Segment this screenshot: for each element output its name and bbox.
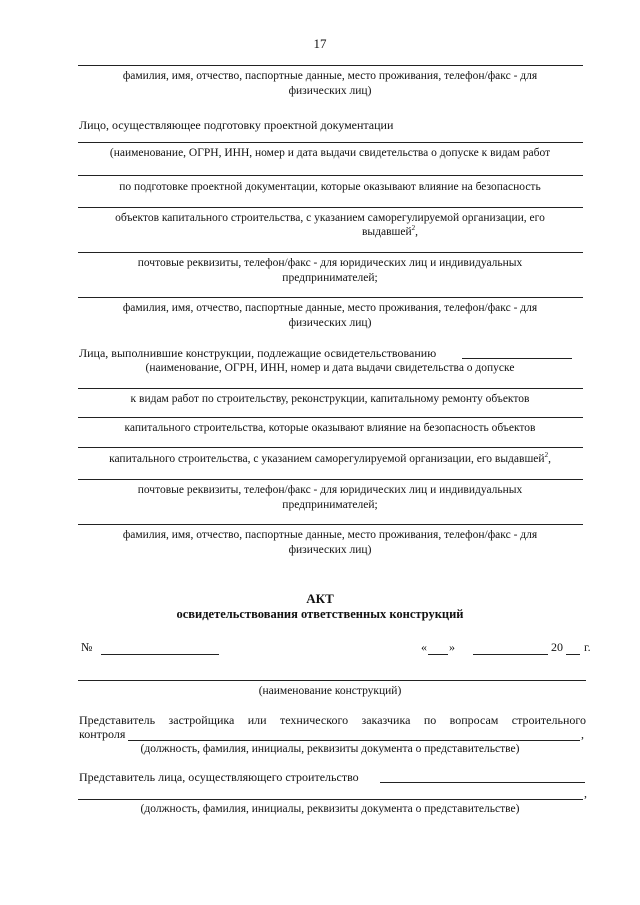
punctuation: , xyxy=(584,786,587,800)
caption-text: капитального строительства, с указанием саморегулируемой организации, его выдавшей xyxy=(109,453,545,465)
caption-line: по подготовке проектной документации, которые оказывают влияние на безопасность xyxy=(119,181,541,193)
builder-rep-field-2[interactable] xyxy=(78,799,583,800)
fill-line xyxy=(78,252,583,253)
caption-line xyxy=(70,452,590,466)
caption-line: к видам работ по строительству, реконструкции, капитальному ремонту объектов xyxy=(130,393,530,405)
performers-label: Лица, выполнившие конструкции, подлежащие освидетельствованию xyxy=(79,346,437,360)
date-year-field[interactable] xyxy=(566,654,580,655)
developer-rep-label-2: контроля xyxy=(79,727,126,741)
fill-line xyxy=(78,447,583,448)
structures-name-field[interactable] xyxy=(78,680,586,681)
fill-line xyxy=(78,65,583,66)
fill-line xyxy=(462,358,572,359)
caption-line: почтовые реквизиты, телефон/факс - для юридических лиц и индивидуальных xyxy=(137,484,523,496)
caption-text: , xyxy=(548,453,551,465)
caption-line: объектов капитального строительства, с указанием саморегулируемой организации, его xyxy=(115,212,545,224)
act-subtitle: освидетельствования ответственных конструкций xyxy=(176,607,464,621)
builder-rep-field[interactable] xyxy=(380,782,585,783)
caption-line: почтовые реквизиты, телефон/факс - для юридических лиц и индивидуальных xyxy=(137,257,523,269)
date-quote-open: « xyxy=(421,640,427,654)
footnote-mark: 2 xyxy=(411,224,416,233)
caption-line: физических лиц) xyxy=(288,85,372,97)
fill-line xyxy=(78,388,583,389)
act-title: АКТ xyxy=(306,591,334,606)
caption-text: , xyxy=(415,226,419,238)
fill-line xyxy=(78,207,583,208)
punctuation: , xyxy=(581,727,584,741)
fill-line xyxy=(78,175,583,176)
date-year-suffix: г. xyxy=(584,640,591,654)
caption-line: (наименование, ОГРН, ИНН, номер и дата выдачи свидетельства о допуске xyxy=(145,362,515,374)
caption-line: (наименование, ОГРН, ИНН, номер и дата выдачи свидетельства о допуске к видам работ xyxy=(109,147,551,159)
caption-line: капитального строительства, которые оказывают влияние на безопасность объектов xyxy=(124,422,536,434)
date-quote-close: » xyxy=(449,640,455,654)
developer-rep-field[interactable] xyxy=(128,740,580,741)
caption-line: физических лиц) xyxy=(288,317,372,329)
caption-line: предпринимателей; xyxy=(282,272,378,284)
date-day-field[interactable] xyxy=(428,654,448,655)
caption-line: физических лиц) xyxy=(288,544,372,556)
act-number-field[interactable] xyxy=(101,654,219,655)
caption-line: фамилия, имя, отчество, паспортные данные, место проживания, телефон/факс - для xyxy=(122,529,538,541)
caption-line: (наименование конструкций) xyxy=(258,685,402,697)
designer-label: Лицо, осуществляющее подготовку проектной документации xyxy=(79,118,394,132)
date-year-prefix: 20 xyxy=(551,640,563,654)
builder-rep-label: Представитель лица, осуществляющего строительство xyxy=(79,770,359,784)
caption-text: выдавшей xyxy=(361,226,412,238)
fill-line xyxy=(78,479,583,480)
fill-line xyxy=(78,417,583,418)
caption-line: предпринимателей; xyxy=(282,499,378,511)
footnote-mark: 2 xyxy=(544,451,549,460)
caption-line: (должность, фамилия, инициалы, реквизиты документа о представительстве) xyxy=(140,803,520,815)
caption-line xyxy=(70,225,590,239)
fill-line xyxy=(78,524,583,525)
caption-line: (должность, фамилия, инициалы, реквизиты документа о представительстве) xyxy=(140,743,520,755)
page-number: 17 xyxy=(313,36,327,51)
fill-line xyxy=(78,297,583,298)
caption-line: фамилия, имя, отчество, паспортные данные, место проживания, телефон/факс - для xyxy=(122,302,538,314)
fill-line xyxy=(78,142,583,143)
date-month-field[interactable] xyxy=(473,654,548,655)
developer-rep-label: Представитель застройщика или технического заказчика по вопросам строительного xyxy=(79,713,586,727)
act-number-sign: № xyxy=(81,640,93,654)
caption-line: фамилия, имя, отчество, паспортные данные, место проживания, телефон/факс - для xyxy=(122,70,538,82)
